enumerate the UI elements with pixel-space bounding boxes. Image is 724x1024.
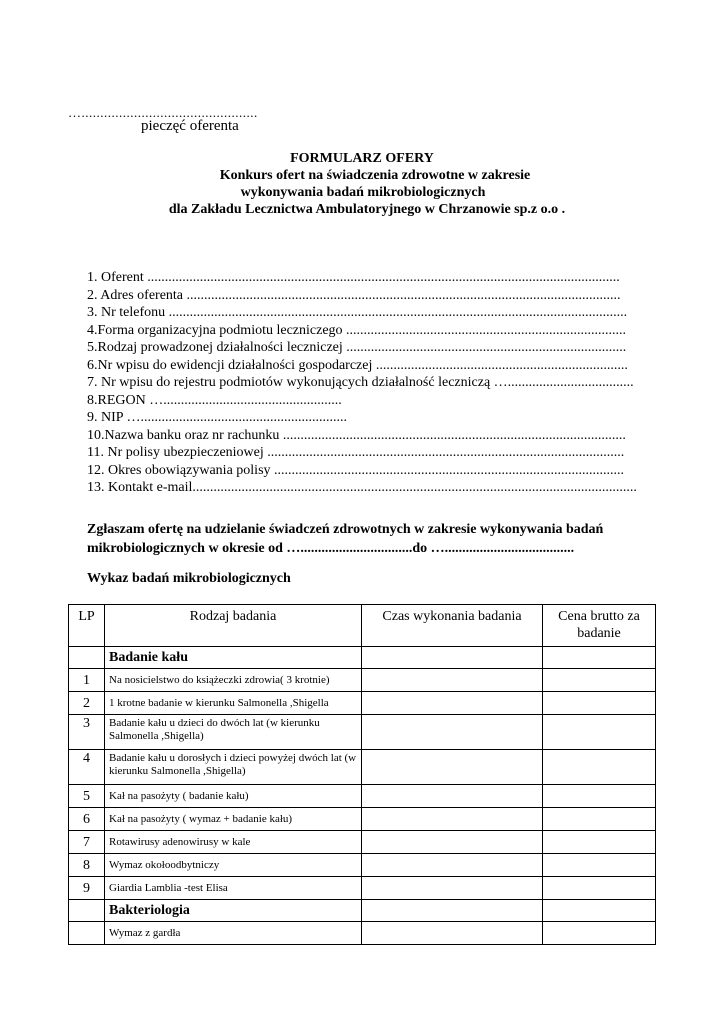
price-cell[interactable] <box>543 647 656 669</box>
field-business-registry-number[interactable]: 6.Nr wpisu do ewidencji działalności gospodarczej ........................................................................ <box>87 357 628 373</box>
table-row <box>69 669 656 692</box>
time-cell[interactable] <box>362 692 543 715</box>
row-test-name: Wymaz z gardła <box>105 922 362 945</box>
table-row <box>69 692 656 715</box>
price-cell[interactable] <box>543 669 656 692</box>
row-test-name: Kał na pasożyty ( badanie kału) <box>105 785 362 808</box>
row-lp <box>69 922 105 945</box>
header-price: Cena brutto za badanie <box>543 605 656 647</box>
row-lp: 6 <box>69 808 105 831</box>
price-cell[interactable] <box>543 715 656 750</box>
table-row <box>69 854 656 877</box>
row-lp: 5 <box>69 785 105 808</box>
field-bank-account[interactable]: 10.Nazwa banku oraz nr rachunku .................................................................................................. <box>87 427 626 443</box>
time-cell[interactable] <box>362 877 543 900</box>
form-title: FORMULARZ OFERY <box>290 151 434 166</box>
price-cell[interactable] <box>543 877 656 900</box>
price-cell[interactable] <box>543 831 656 854</box>
row-test-name: Giardia Lamblia -test Elisa <box>105 877 362 900</box>
price-cell[interactable] <box>543 854 656 877</box>
field-phone[interactable]: 3. Nr telefonu ................................................................................................................................... <box>87 305 628 320</box>
row-test-name: Badanie kału u dorosłych i dzieci powyżej dwóch lat (w kierunku Salmonella ,Shigella) <box>105 750 362 785</box>
section-title: Badanie kału <box>105 647 362 669</box>
form-subtitle-line-3: dla Zakładu Lecznictwa Ambulatoryjnego w Chrzanowie sp.z o.o . <box>168 202 566 217</box>
row-lp: 4 <box>69 750 105 785</box>
row-lp: 3 <box>69 715 105 750</box>
row-test-name: Wymaz okołoodbytniczy <box>105 854 362 877</box>
price-cell[interactable] <box>543 750 656 785</box>
time-cell[interactable] <box>362 669 543 692</box>
field-medical-registry-number[interactable]: 7. Nr wpisu do rejestru podmiotów wykonujących działalność leczniczą ….................................... <box>87 375 634 390</box>
declaration-line-1: Zgłaszam ofertę na udzielanie świadczeń zdrowotnych w zakresie wykonywania badań <box>87 522 604 537</box>
offer-declaration <box>87 520 603 558</box>
time-cell[interactable] <box>362 900 543 922</box>
table-row <box>69 877 656 900</box>
field-address[interactable]: 2. Adres oferenta ............................................................................................................................ <box>87 287 621 303</box>
declaration-line-2[interactable]: mikrobiologicznych w okresie od …................................do …..................................... <box>87 541 575 556</box>
header-lp: LP <box>69 605 105 647</box>
tests-table <box>68 604 656 945</box>
table-row <box>69 808 656 831</box>
time-cell[interactable] <box>362 647 543 669</box>
form-subtitle-line-2: wykonywania badań mikrobiologicznych <box>240 185 486 200</box>
price-cell[interactable] <box>543 692 656 715</box>
time-cell[interactable] <box>362 715 543 750</box>
section-title: Bakteriologia <box>105 900 362 922</box>
tests-list-heading: Wykaz badań mikrobiologicznych <box>87 571 291 586</box>
table-row <box>69 785 656 808</box>
price-cell[interactable] <box>543 922 656 945</box>
row-lp: 1 <box>69 669 105 692</box>
field-insurance-policy[interactable]: 11. Nr polisy ubezpieczeniowej ...................................................................................................... <box>87 445 625 460</box>
field-policy-period[interactable]: 12. Okres obowiązywania polisy .................................................................................................... <box>87 462 625 478</box>
row-test-name: Kał na pasożyty ( wymaz + badanie kału) <box>105 808 362 831</box>
price-cell[interactable] <box>543 785 656 808</box>
header-test-type: Rodzaj badania <box>105 605 362 647</box>
price-cell[interactable] <box>543 808 656 831</box>
table-row <box>69 922 656 945</box>
header-execution-time: Czas wykonania badania <box>362 605 543 647</box>
field-regon[interactable]: 8.REGON …................................................... <box>87 392 342 408</box>
field-organization-form[interactable]: 4.Forma organizacyjna podmiotu leczniczego ................................................................................ <box>87 322 627 338</box>
table-header-row <box>69 605 656 647</box>
field-nip[interactable]: 9. NIP …........................................................... <box>87 410 348 425</box>
table-row <box>69 831 656 854</box>
row-lp: 8 <box>69 854 105 877</box>
row-test-name: 1 krotne badanie w kierunku Salmonella ,Shigella <box>105 692 362 715</box>
stamp-label: pieczęć oferenta <box>141 118 239 134</box>
row-lp: 7 <box>69 831 105 854</box>
field-email[interactable]: 13. Kontakt e-mail............................................................................................................................... <box>87 480 637 495</box>
row-test-name: Na nosicielstwo do książeczki zdrowia( 3 krotnie) <box>105 669 362 692</box>
section-row <box>69 647 656 669</box>
stamp-placeholder-dots: …............................................... <box>68 105 258 120</box>
time-cell[interactable] <box>362 785 543 808</box>
offeror-fields <box>87 269 657 497</box>
table-row <box>69 750 656 785</box>
time-cell[interactable] <box>362 922 543 945</box>
row-lp: 2 <box>69 692 105 715</box>
price-cell[interactable] <box>543 900 656 922</box>
field-offeror[interactable]: 1. Oferent ....................................................................................................................................... <box>87 270 620 285</box>
row-lp: 9 <box>69 877 105 900</box>
time-cell[interactable] <box>362 808 543 831</box>
field-activity-type[interactable]: 5.Rodzaj prowadzonej działalności leczniczej ................................................................................ <box>87 340 627 355</box>
time-cell[interactable] <box>362 750 543 785</box>
form-header <box>0 150 724 218</box>
section-row <box>69 900 656 922</box>
time-cell[interactable] <box>362 831 543 854</box>
row-test-name: Badanie kału u dzieci do dwóch lat (w kierunku Salmonella ,Shigella) <box>105 715 362 750</box>
row-test-name: Rotawirusy adenowirusy w kale <box>105 831 362 854</box>
table-row <box>69 715 656 750</box>
form-subtitle-line-1: Konkurs ofert na świadczenia zdrowotne w zakresie <box>219 168 531 183</box>
time-cell[interactable] <box>362 854 543 877</box>
